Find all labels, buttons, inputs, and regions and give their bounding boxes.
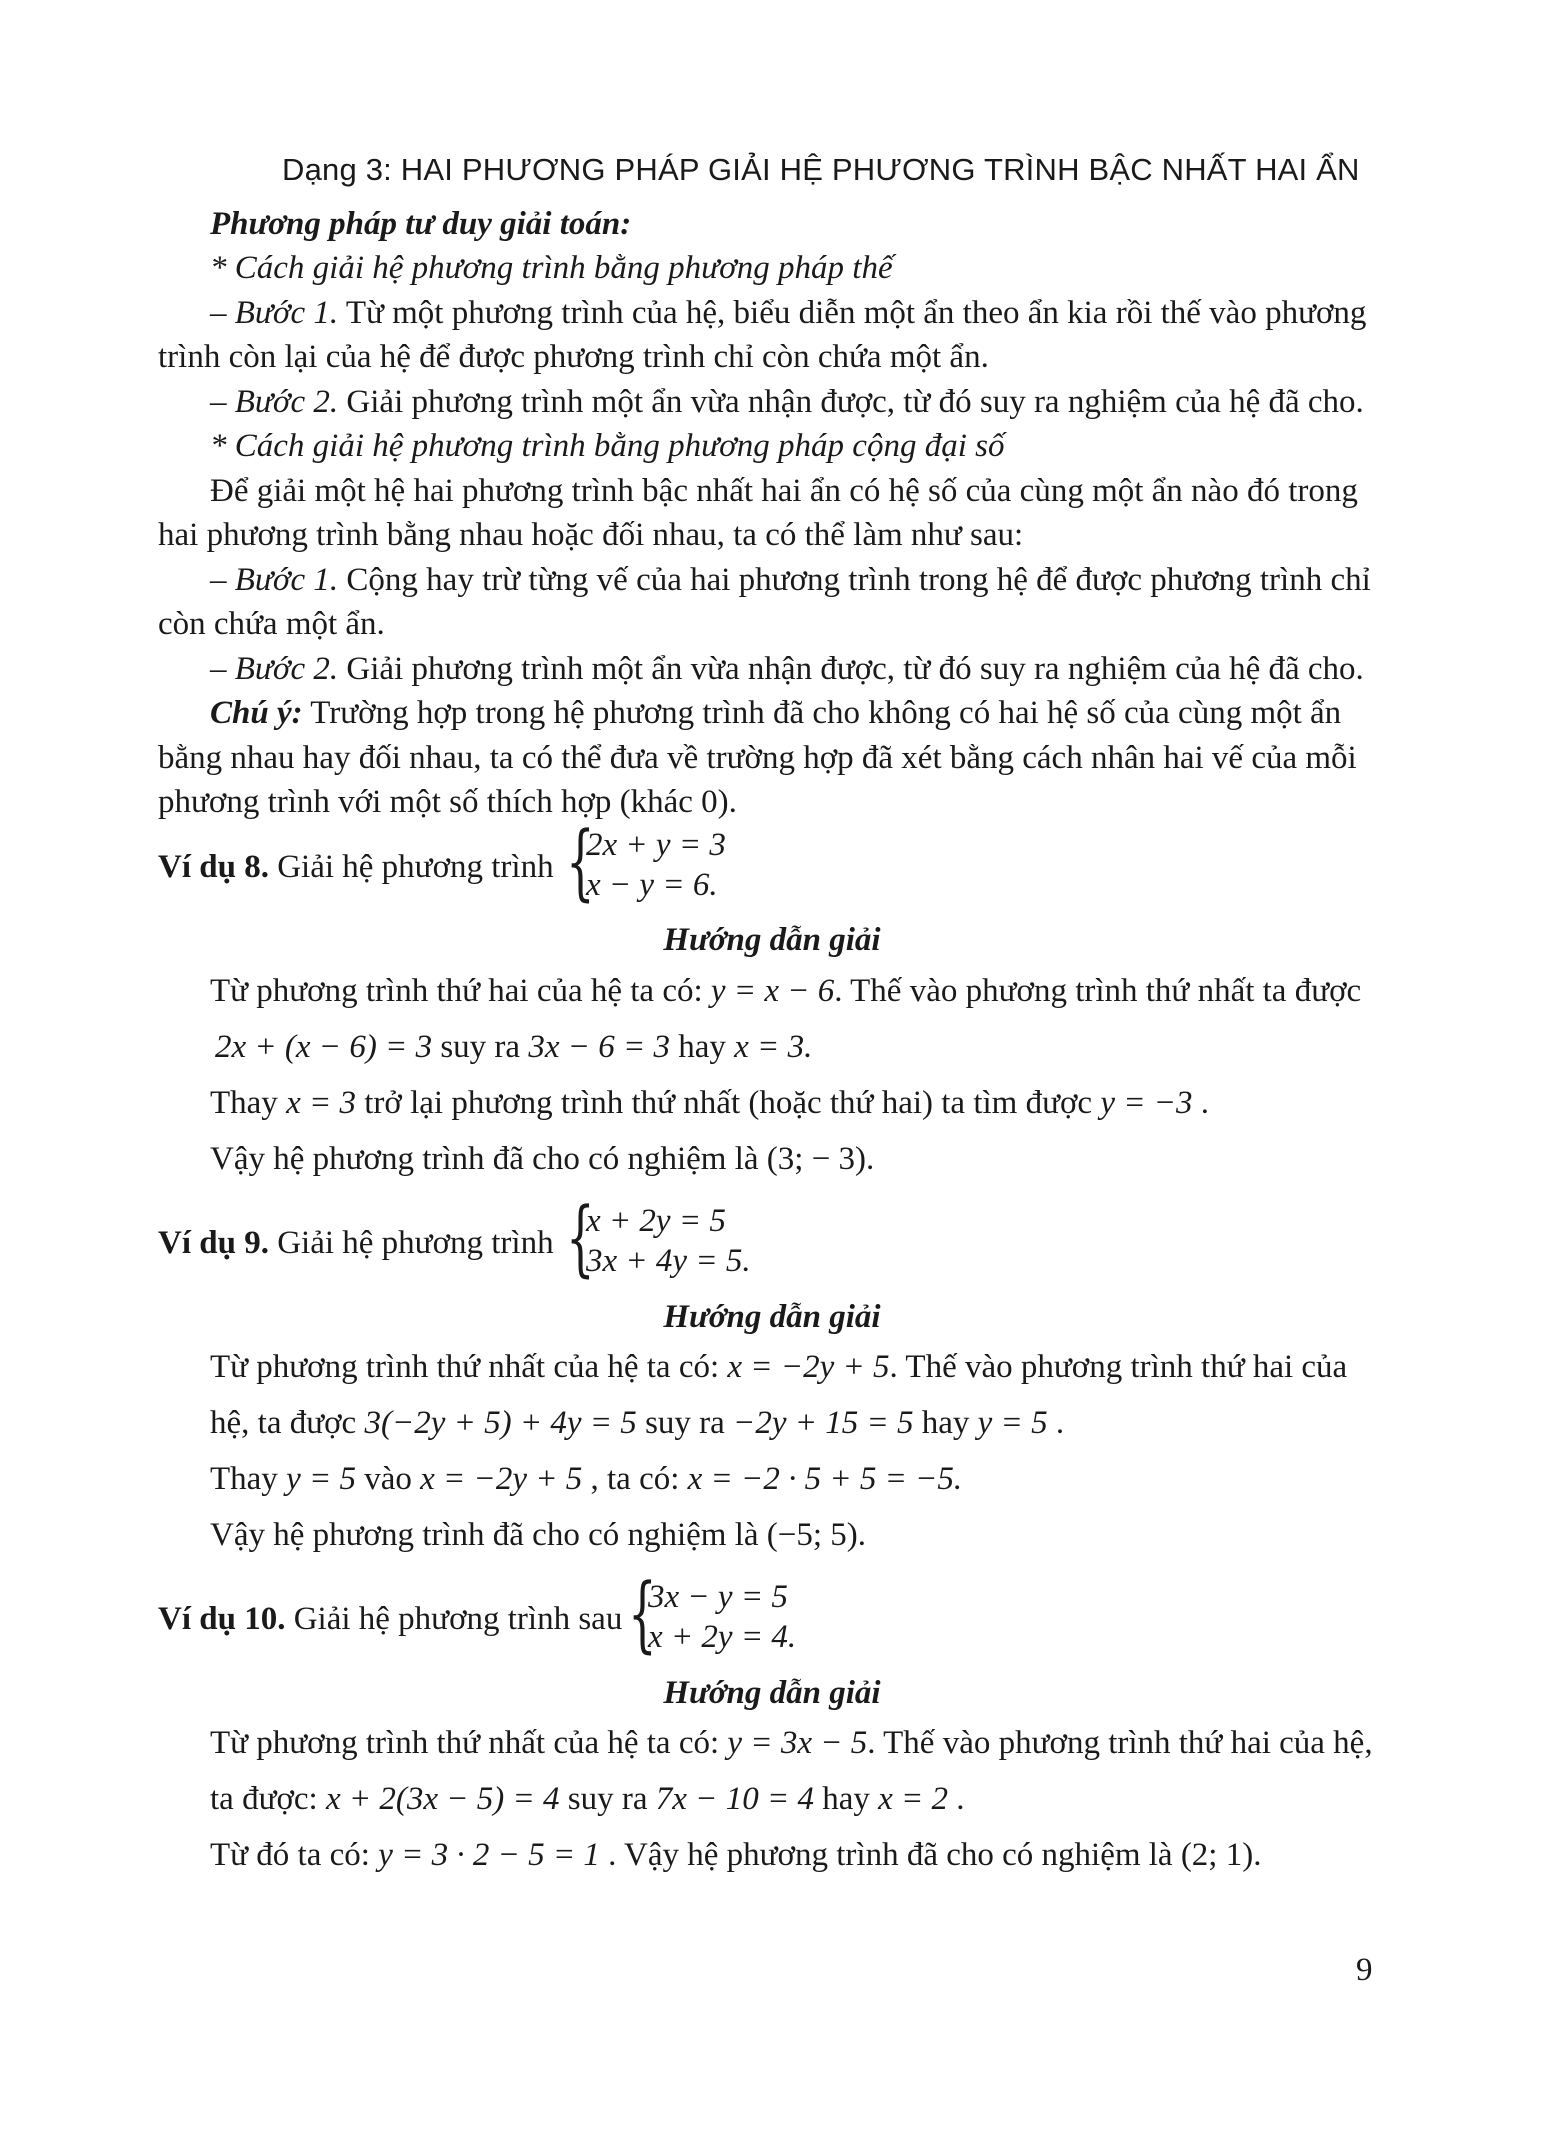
system-brace: { bbox=[566, 815, 595, 910]
example-10-line3: Từ đó ta có: y = 3 · 2 − 5 = 1 . Vậy hệ phương trình đã cho có nghiệm là (2; 1). bbox=[210, 1837, 1262, 1873]
example-8-line4: Vậy hệ phương trình đã cho có nghiệm là (3; − 3). bbox=[210, 1141, 875, 1177]
example-8-eq1: 2x + y = 3 bbox=[586, 827, 726, 863]
example-8-line2: 2x + (x − 6) = 3 suy ra 3x − 6 = 3 hay x = 3. bbox=[215, 1029, 813, 1065]
example-10-eq2: x + 2y = 4. bbox=[648, 1619, 797, 1655]
example-10-line1: Từ phương trình thứ nhất của hệ ta có: y = 3x − 5. Thế vào phương trình thứ hai của hệ, bbox=[210, 1725, 1373, 1761]
system-brace: { bbox=[628, 1567, 657, 1662]
example-9-line2: hệ, ta được 3(−2y + 5) + 4y = 5 suy ra −2y + 15 = 5 hay y = 5 . bbox=[210, 1405, 1065, 1441]
note-cont-2: phương trình với một số thích hợp (khác 0). bbox=[158, 784, 737, 820]
example-8-eq2: x − y = 6. bbox=[586, 867, 718, 903]
example-9-line1: Từ phương trình thứ nhất của hệ ta có: x = −2y + 5. Thế vào phương trình thứ hai của bbox=[210, 1349, 1348, 1385]
substitution-step1: – Bước 1. Từ một phương trình của hệ, biểu diễn một ẩn theo ẩn kia rồi thế vào phương bbox=[210, 295, 1367, 331]
example-9-prompt: Ví dụ 9. Giải hệ phương trình bbox=[158, 1225, 554, 1261]
example-9-eq2: 3x + 4y = 5. bbox=[586, 1243, 751, 1279]
substitution-method-heading: * Cách giải hệ phương trình bằng phương pháp thế bbox=[210, 250, 893, 286]
substitution-step1-cont: trình còn lại của hệ để được phương trình chỉ còn chứa một ẩn. bbox=[158, 339, 989, 375]
substitution-step2: – Bước 2. Giải phương trình một ẩn vừa nhận được, từ đó suy ra nghiệm của hệ đã cho. bbox=[210, 384, 1364, 420]
example-10-eq1: 3x − y = 5 bbox=[648, 1579, 788, 1615]
example-9-line4: Vậy hệ phương trình đã cho có nghiệm là (−5; 5). bbox=[210, 1517, 867, 1553]
elimination-step2: – Bước 2. Giải phương trình một ẩn vừa nhận được, từ đó suy ra nghiệm của hệ đã cho. bbox=[210, 651, 1364, 687]
system-brace: { bbox=[566, 1191, 595, 1286]
example-9-solution-heading: Hướng dẫn giải bbox=[663, 1299, 881, 1335]
section-title: Dạng 3: HAI PHƯƠNG PHÁP GIẢI HỆ PHƯƠNG TRÌNH BẬC NHẤT HAI ẨN bbox=[282, 152, 1360, 187]
note: Chú ý: Trường hợp trong hệ phương trình đã cho không có hai hệ số của cùng một ẩn bbox=[210, 695, 1342, 731]
note-cont-1: bằng nhau hay đối nhau, ta có thể đưa về trường hợp đã xét bằng cách nhân hai vế của mỗi bbox=[158, 740, 1357, 776]
example-9-eq1: x + 2y = 5 bbox=[586, 1203, 726, 1239]
elimination-method-heading: * Cách giải hệ phương trình bằng phương pháp cộng đại số bbox=[210, 428, 1005, 464]
method-heading: Phương pháp tư duy giải toán: bbox=[210, 206, 632, 242]
elimination-intro-cont: hai phương trình bằng nhau hoặc đối nhau, ta có thể làm như sau: bbox=[158, 517, 1024, 553]
elimination-intro: Để giải một hệ hai phương trình bậc nhất hai ẩn có hệ số của cùng một ẩn nào đó trong bbox=[210, 473, 1358, 509]
example-10-solution-heading: Hướng dẫn giải bbox=[663, 1675, 881, 1711]
example-9-line3: Thay y = 5 vào x = −2y + 5 , ta có: x = −2 · 5 + 5 = −5. bbox=[210, 1461, 963, 1497]
page-number: 9 bbox=[1356, 1952, 1373, 1988]
example-8-prompt: Ví dụ 8. Giải hệ phương trình bbox=[158, 849, 554, 885]
elimination-step1: – Bước 1. Cộng hay trừ từng vế của hai phương trình trong hệ để được phương trình chỉ bbox=[210, 562, 1371, 598]
example-10-line2: ta được: x + 2(3x − 5) = 4 suy ra 7x − 10 = 4 hay x = 2 . bbox=[210, 1781, 965, 1817]
example-8-line3: Thay x = 3 trở lại phương trình thứ nhất (hoặc thứ hai) ta tìm được y = −3 . bbox=[210, 1085, 1209, 1121]
example-8-solution-heading: Hướng dẫn giải bbox=[663, 922, 881, 958]
elimination-step1-cont: còn chứa một ẩn. bbox=[158, 606, 385, 642]
example-8-line1: Từ phương trình thứ hai của hệ ta có: y = x − 6. Thế vào phương trình thứ nhất ta được bbox=[210, 973, 1362, 1009]
example-10-prompt: Ví dụ 10. Giải hệ phương trình sau bbox=[158, 1601, 623, 1637]
